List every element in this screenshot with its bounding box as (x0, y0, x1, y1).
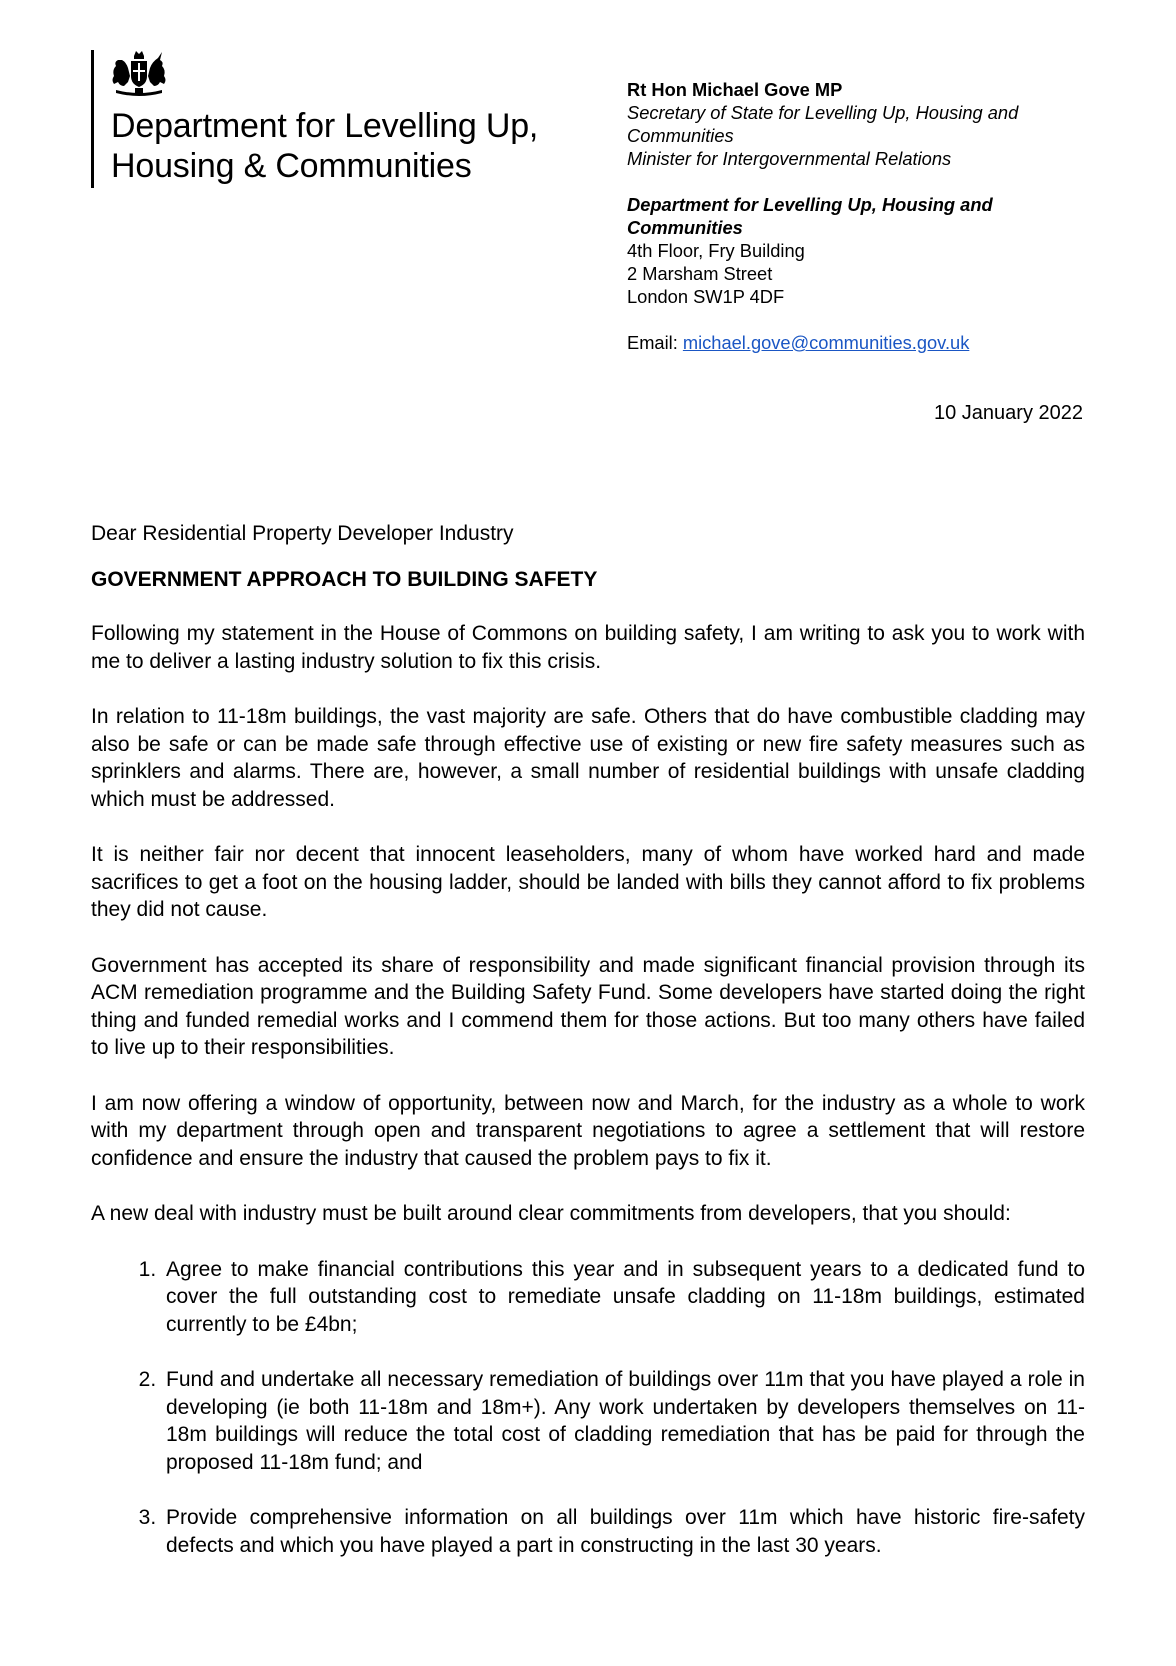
department-name (111, 106, 538, 186)
commitments-list (91, 1256, 1085, 1560)
paragraph: In relation to 11-18m buildings, the vast majority are safe. Others that do have combustible cladding may also be safe or can be made safe through effective use of existing or new fire safety measures such as sprinklers and alarms. There are, however, a small number of residential buildings with unsafe cladding which must be addressed. (91, 705, 1085, 811)
address-line2: 2 Marsham Street (627, 263, 773, 284)
sender-block (627, 78, 1018, 354)
commitment-item: 1. Agree to make financial contributions this year and in subsequent years to a dedicated fund to cover the full outstanding cost to remediate unsafe cladding on 11-18m buildings, estimated currently to be £4bn; (162, 1256, 1085, 1339)
letter-body (91, 520, 1085, 1587)
commitment-item: 3. Provide comprehensive information on all buildings over 11m which have historic fire-safety defects and which you have played a part in constructing in the last 30 years. (162, 1504, 1085, 1559)
spacer (627, 170, 1018, 193)
sender-title-line2: Communities (627, 125, 734, 146)
email-link[interactable]: michael.gove@communities.gov.uk (682, 332, 970, 353)
subject-heading: GOVERNMENT APPROACH TO BUILDING SAFETY (91, 567, 598, 591)
paragraph: It is neither fair nor decent that innocent leaseholders, many of whom have worked hard and made sacrifices to get a foot on the housing ladder, should be landed with bills they cannot afford to fix problems they did not cause. (91, 843, 1085, 921)
commitment-item: 2. Fund and undertake all necessary remediation of buildings over 11m that you have played a role in developing (ie both 11-18m and 18m+). Any work undertaken by developers themselves on 11-18m buildings will reduce the total cost of cladding remediation that has be paid for through the proposed 11-18m fund; and (162, 1366, 1085, 1476)
paragraph: A new deal with industry must be built around clear commitments from developers, that you should: (91, 1202, 1011, 1225)
sender-name: Rt Hon Michael Gove MP (627, 79, 843, 100)
paragraph: Government has accepted its share of responsibility and made significant financial provision through its ACM remediation programme and the Building Safety Fund. Some developers have started doing the right thing and funded remedial works and I commend them for those actions. But too many others have failed to live up to their responsibilities. (91, 953, 1085, 1059)
address-line3: London SW1P 4DF (627, 286, 785, 307)
email-label: Email: (627, 332, 683, 353)
sender-org-line2: Communities (627, 217, 743, 238)
sender-title-line1: Secretary of State for Levelling Up, Housing and (627, 102, 1019, 123)
paragraph: I am now offering a window of opportunity, between now and March, for the industry as a whole to work with my department through open and transparent negotiations to agree a settlement that will restore confidence and ensure the industry that caused the problem pays to fix it. (91, 1091, 1085, 1170)
paragraph: Following my statement in the House of Commons on building safety, I am writing to ask you to work with me to deliver a lasting industry solution to fix this crisis. (91, 622, 1085, 673)
department-name-line1: Department for Levelling Up, (111, 107, 539, 145)
royal-coat-of-arms-icon (108, 48, 170, 100)
spacer (627, 308, 1018, 331)
letter-date: 10 January 2022 (933, 402, 1083, 424)
letterhead-rule (91, 50, 94, 188)
address-line1: 4th Floor, Fry Building (627, 240, 805, 261)
sender-title-line3: Minister for Intergovernmental Relations (627, 148, 952, 169)
department-name-line2: Housing & Communities (111, 147, 472, 185)
sender-org-line1: Department for Levelling Up, Housing and (627, 194, 993, 215)
salutation: Dear Residential Property Developer Industry (91, 522, 514, 545)
email-row (627, 331, 1018, 354)
